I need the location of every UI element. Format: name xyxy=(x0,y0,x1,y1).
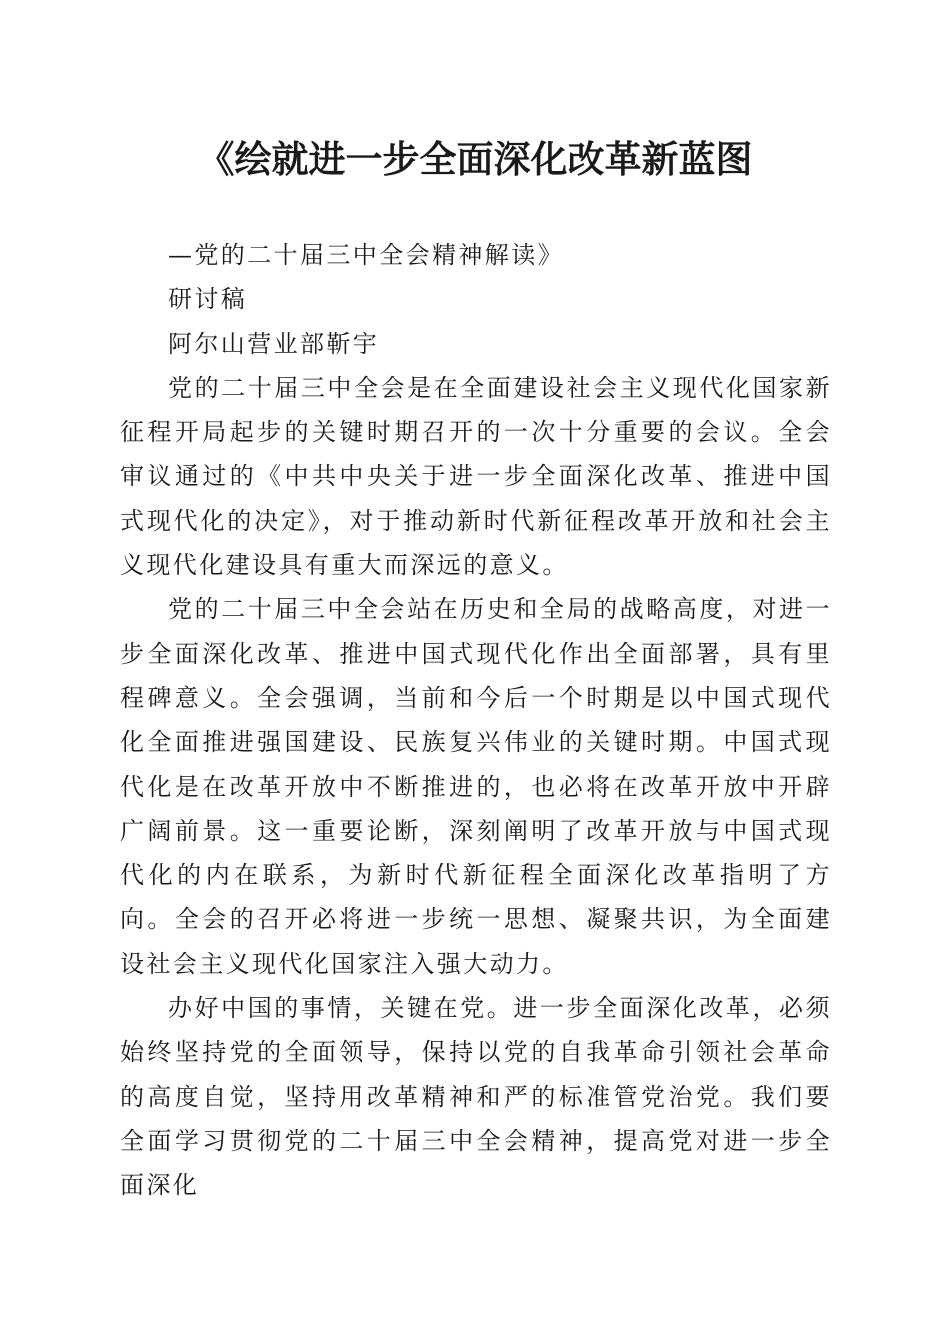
document-subtitle: —党的二十届三中全会精神解读》 xyxy=(168,241,564,269)
paragraph: 办好中国的事情，关键在党。进一步全面深化改革，必须始终坚持党的全面领导，保持以党的自我革命引领社会革命的高度自觉，坚持用改革精神和严的标准管党治党。我们要全面学习贯彻党的二十届三中全会精神，提高党对进一步全面深化 xyxy=(120,994,832,1200)
document-type: 研讨稿 xyxy=(168,285,248,314)
paragraph: 党的二十届三中全会是在全面建设社会主义现代化国家新征程开局起步的关键时期召开的一次十分重要的会议。全会审议通过的《中共中央关于进一步全面深化改革、推进中国式现代化的决定》，对于推动新时代新征程改革开放和社会主义现代化建设具有重大而深远的意义。 xyxy=(120,373,832,580)
document-body xyxy=(120,233,832,1208)
document-title: 《绘就进一步全面深化改革新蓝图 xyxy=(197,138,753,181)
document-author: 阿尔山营业部靳宇 xyxy=(168,329,380,358)
paragraph: 党的二十届三中全会站在历史和全局的战略高度，对进一步全面深化改革、推进中国式现代化作出全面部署，具有里程碑意义。全会强调，当前和今后一个时期是以中国式现代化全面推进强国建设、民族复兴伟业的关键时期。中国式现代化是在改革开放中不断推进的，也必将在改革开放中开辟广阔前景。这一重要论断，深刻阐明了改革开放与中国式现代化的内在联系，为新时代新征程全面深化改革指明了方向。全会的召开必将进一步统一思想、凝聚共识，为全面建设社会主义现代化国家注入强大动力。 xyxy=(120,595,832,978)
